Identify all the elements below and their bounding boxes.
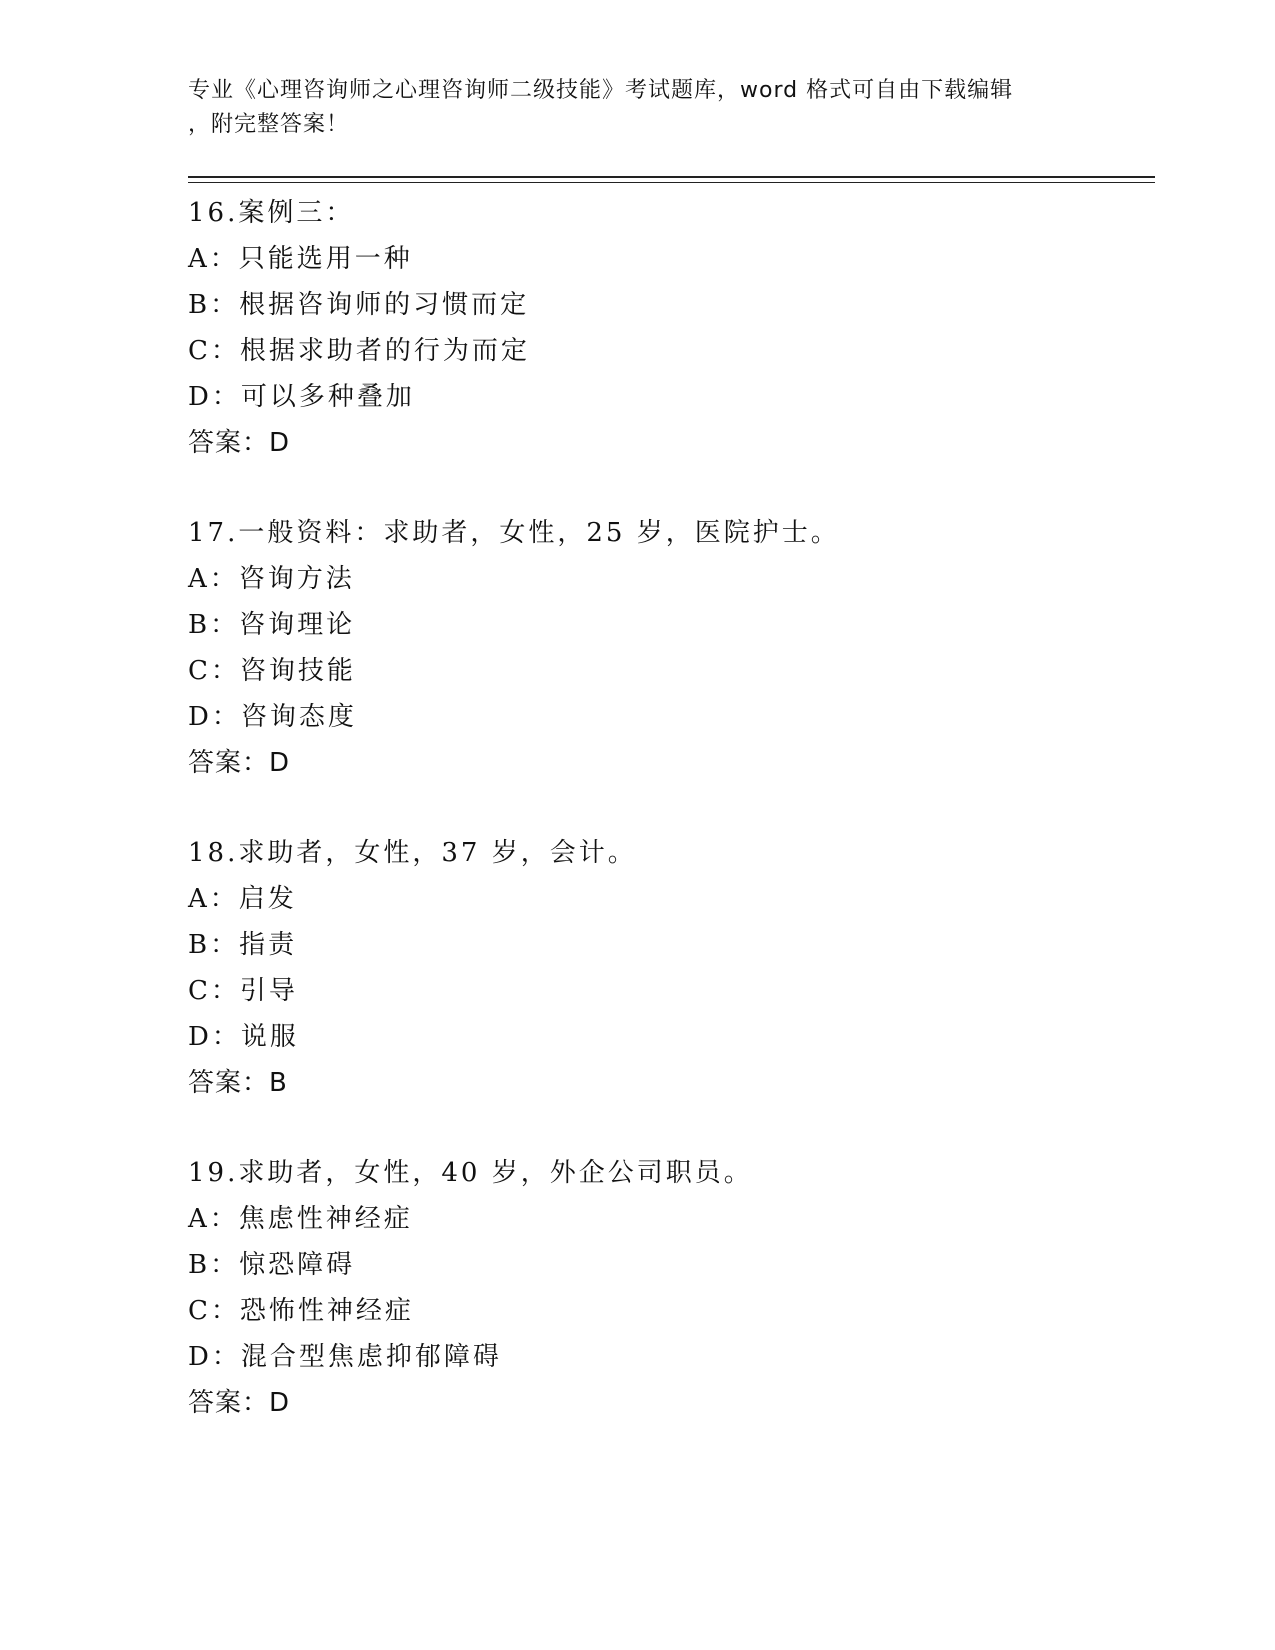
document-header	[188, 74, 1088, 142]
answer-label: 答案：D	[188, 1388, 291, 1418]
answer-label: 答案：D	[188, 748, 291, 778]
option-c: C：恐怖性神经症	[188, 1296, 414, 1326]
option-c: C：根据求助者的行为而定	[188, 336, 530, 366]
question-stem: 16.案例三：	[188, 198, 355, 228]
question-spacer	[188, 466, 1148, 510]
option-b: B：根据咨询师的习惯而定	[188, 290, 530, 320]
answer-label: 答案：D	[188, 428, 291, 458]
header-divider-thick	[188, 176, 1155, 178]
question-stem: 17.一般资料：求助者，女性，25 岁，医院护士。	[188, 518, 840, 548]
question-16	[188, 190, 1148, 466]
question-18	[188, 830, 1148, 1106]
question-spacer	[188, 786, 1148, 830]
option-c: C：引导	[188, 976, 298, 1006]
option-d: D：可以多种叠加	[188, 382, 415, 412]
option-d: D：说服	[188, 1022, 299, 1052]
question-19	[188, 1150, 1148, 1426]
header-line-1: 专业《心理咨询师之心理咨询师二级技能》考试题库，word 格式可自由下载编辑	[188, 78, 1014, 103]
option-c: C：咨询技能	[188, 656, 356, 686]
header-line-2: ，附完整答案！	[188, 112, 350, 137]
answer-label: 答案：B	[188, 1068, 288, 1098]
option-a: A：咨询方法	[188, 564, 355, 594]
option-d: D：咨询态度	[188, 702, 357, 732]
question-17	[188, 510, 1148, 786]
question-stem: 18.求助者，女性，37 岁，会计。	[188, 838, 637, 868]
option-b: B：指责	[188, 930, 298, 960]
question-list	[188, 190, 1148, 1426]
question-spacer	[188, 1106, 1148, 1150]
option-d: D：混合型焦虑抑郁障碍	[188, 1342, 502, 1372]
option-a: A：只能选用一种	[188, 244, 413, 274]
option-a: A：焦虑性神经症	[188, 1204, 413, 1234]
option-b: B：惊恐障碍	[188, 1250, 356, 1280]
header-divider-thin	[188, 182, 1155, 183]
option-a: A：启发	[188, 884, 297, 914]
question-stem: 19.求助者，女性，40 岁，外企公司职员。	[188, 1158, 753, 1188]
option-b: B：咨询理论	[188, 610, 356, 640]
